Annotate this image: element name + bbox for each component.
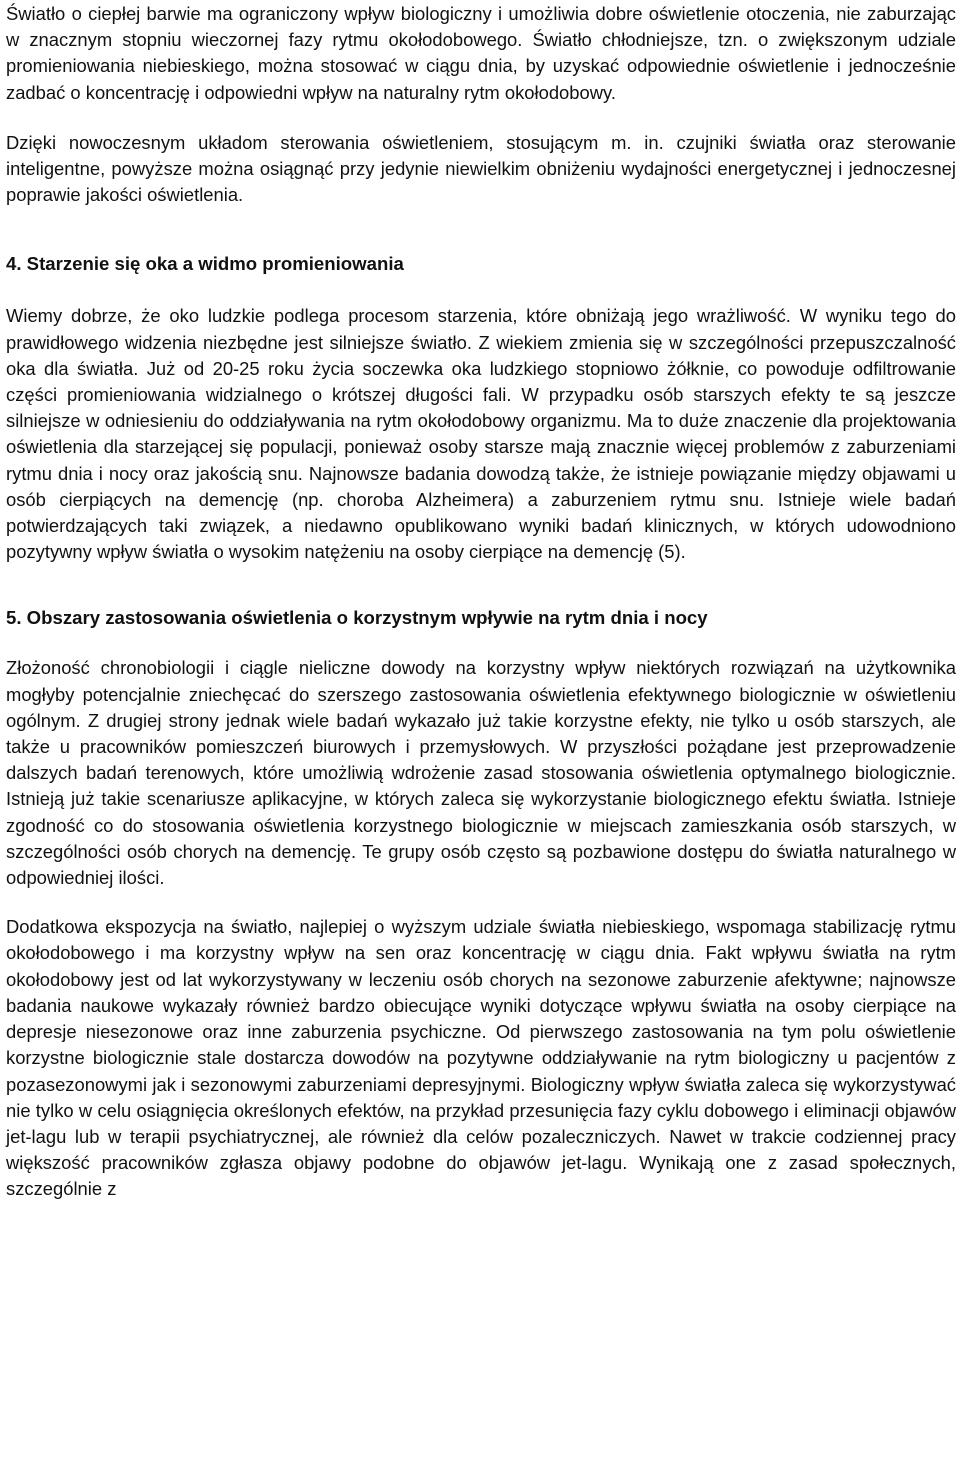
paragraph-lighting-control: Dzięki nowoczesnym układom sterowania oświetleniem, stosującym m. in. czujniki światła oraz sterowanie inteligentne, powyższe można osiągnąć przy jedynie niewielkim obniżeniu wydajności energetycznej i jednoczesnej poprawie jakości oświetlenia. xyxy=(6,131,956,206)
document-page xyxy=(6,0,956,1203)
section-heading-4: 4. Starzenie się oka a widmo promieniowania xyxy=(6,253,404,275)
section-heading-5: 5. Obszary zastosowania oświetlenia o korzystnym wpływie na rytm dnia i nocy xyxy=(6,607,708,629)
paragraph-light-exposure: Dodatkowa ekspozycja na światło, najlepiej o wyższym udziale światła niebieskiego, wspomaga stabilizację rytmu okołodobowego i ma korzystny wpływ na sen oraz koncentrację w ciągu dnia. Fakt wpływu światła na rytm okołodobowy jest od lat wykorzystywany w leczeniu osób chorych na sezonowe zaburzenie afektywne; najnowsze badania naukowe wykazały również bardzo obiecujące wyniki dotyczące wpływu światła na osoby cierpiące na depresje niesezonowe oraz inne zaburzenia psychiczne. Od pierwszego zastosowania na tym polu oświetlenie korzystne biologicznie stale dostarcza dowodów na pozytywne oddziaływanie na rytm biologiczny u pacjentów z pozasezonowymi jak i sezonowymi zaburzeniami depresyjnymi. Biologiczny wpływ światła zaleca się wykorzystywać nie tylko w celu osiągnięcia określonych efektów, na przykład przesunięcia fazy cyklu dobowego i eliminacji objawów jet-lagu lub w terapii psychiatrycznej, ale również dla celów pozaleczniczych. Nawet w trakcie codziennej pracy większość pracowników zgłasza objawy podobne do objawów jet-lagu. Wynikają one z zasad społecznych, szczególnie z xyxy=(6,916,956,1200)
paragraph-eye-aging: Wiemy dobrze, że oko ludzkie podlega procesom starzenia, które obniżają jego wrażliwość. W wyniku tego do prawidłowego widzenia niezbędne jest silniejsze światło. Z wiekiem zmienia się w szczególności przepuszczalność oka dla światła. Już od 20-25 roku życia soczewka oka ludzkiego stopniowo żółknie, co powoduje odfiltrowanie części promieniowania widzialnego o krótszej długości fali. W przypadku osób starszych efekty te są jeszcze silniejsze w odniesieniu do oddziaływania na rytm okołodobowy organizmu. Ma to duże znaczenie dla projektowania oświetlenia dla starzejącej się populacji, ponieważ osoby starsze mają znacznie więcej problemów z zaburzeniami rytmu dnia i nocy oraz jakością snu. Najnowsze badania dowodzą także, że istnieje powiązanie między objawami u osób cierpiących na demencję (np. choroba Alzheimera) a zaburzeniem rytmu snu. Istnieje wiele badań potwierdzających taki związek, a niedawno opublikowano wyniki badań klinicznych, w których udowodniono pozytywny wpływ światła o wysokim natężeniu na osoby cierpiące na demencję (5). xyxy=(6,305,956,563)
paragraph-chronobiology: Złożoność chronobiologii i ciągle nieliczne dowody na korzystny wpływ niektórych rozwiązań na użytkownika mogłyby potencjalnie zniechęcać do szerszego zastosowania oświetlenia efektywnego biologicznie w oświetleniu ogólnym. Z drugiej strony jednak wiele badań wykazało już takie korzystne efekty, nie tylko u osób starszych, ale także u pracowników pomieszczeń biurowych i przemysłowych. W przyszłości pożądane jest przeprowadzenie dalszych badań terenowych, które umożliwią wdrożenie zasad stosowania oświetlenia optymalnego biologicznie. Istnieją już takie scenariusze aplikacyjne, w których zaleca się wykorzystanie biologicznego efektu światła. Istnieje zgodność co do stosowania oświetlenia korzystnego biologicznie w miejscach zamieszkania osób starszych, w szczególności osób chorych na demencję. Te grupy osób często są pozbawione dostępu do światła naturalnego w odpowiedniej ilości. xyxy=(6,657,956,889)
paragraph-warm-light: Światło o ciepłej barwie ma ograniczony wpływ biologiczny i umożliwia dobre oświetlenie otoczenia, nie zaburzając w znacznym stopniu wieczornej fazy rytmu okołodobowego. Światło chłodniejsze, tzn. o zwiększonym udziale promieniowania niebieskiego, można stosować w ciągu dnia, by uzyskać odpowiednie oświetlenie i jednocześnie zadbać o koncentrację i odpowiedni wpływ na naturalny rytm okołodobowy. xyxy=(6,3,956,103)
